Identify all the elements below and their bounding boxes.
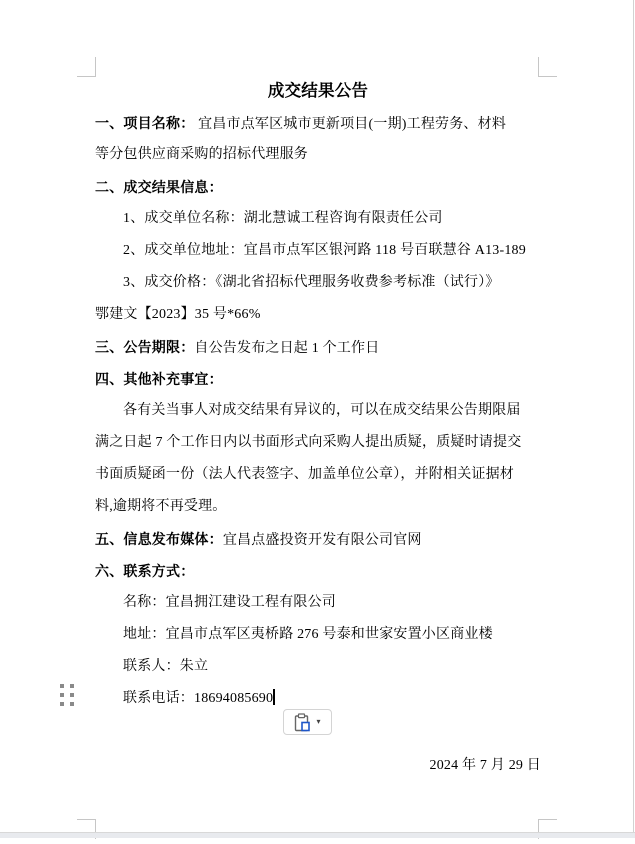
section-2-heading: 二、成交结果信息： <box>95 179 223 195</box>
objection-paragraph-line-3: 书面质疑函一份（法人代表签字、加盖单位公章），并附相关证据材 <box>95 467 514 482</box>
objection-paragraph-line-2: 满之日起 7 个工作日内以书面形式向采购人提出质疑，质疑时请提交 <box>95 435 522 450</box>
section-4-heading: 四、其他补充事宜： <box>95 371 223 387</box>
contact-address: 地址：宜昌市点军区夷桥路 276 号泰和世家安置小区商业楼 <box>123 627 493 642</box>
paragraph-drag-handle[interactable] <box>60 684 75 707</box>
chevron-down-icon: ▾ <box>316 717 321 726</box>
margin-crop-mark-top-right <box>538 57 557 77</box>
section-3-announcement-period <box>95 331 541 363</box>
document-date: 2024 年 7 月 29 日 <box>429 758 541 773</box>
section-6-heading: 六、联系方式： <box>95 563 195 579</box>
paste-clipboard-icon <box>294 713 311 732</box>
award-price: 3、成交价格：《湖北省招标代理服务收费参考标准（试行）》 <box>123 275 500 290</box>
section-1-label: 一、项目名称： <box>95 115 195 131</box>
section-3-label: 三、公告期限： <box>95 339 195 355</box>
paste-options-button[interactable] <box>283 709 332 735</box>
award-price-wrap: 鄂建文【2023】35 号*66% <box>95 307 261 322</box>
page-bottom-edge <box>0 832 635 838</box>
award-supplier-name: 1、成交单位名称：湖北慧诚工程咨询有限责任公司 <box>123 211 443 226</box>
document-body <box>95 75 541 782</box>
objection-paragraph-line-4: 料,逾期将不再受理。 <box>95 499 227 514</box>
section-5-publish-media <box>95 523 541 555</box>
document-title: 成交结果公告 <box>267 82 369 100</box>
award-supplier-address: 2、成交单位地址：宜昌市点军区银河路 118 号百联慧谷 A13-189 <box>123 243 526 258</box>
section-3-text: 自公告发布之日起 1 个工作日 <box>194 341 380 356</box>
section-5-text: 宜昌点盛投资开发有限公司官网 <box>222 533 422 548</box>
section-1-text: 宜昌市点军区城市更新项目(一期)工程劳务、材料 <box>194 117 507 132</box>
contact-person: 联系人：朱立 <box>123 659 209 674</box>
margin-crop-mark-top-left <box>77 57 96 77</box>
section-1-project-name <box>95 107 541 139</box>
contact-company-name: 名称：宜昌拥江建设工程有限公司 <box>123 595 336 610</box>
text-cursor <box>273 689 275 705</box>
contact-phone-text: 联系电话：18694085690 <box>123 691 274 706</box>
section-1-text-wrap: 等分包供应商采购的招标代理服务 <box>95 147 308 162</box>
section-5-label: 五、信息发布媒体： <box>95 531 223 547</box>
objection-paragraph-line-1: 各有关当事人对成交结果有异议的，可以在成交结果公告期限届 <box>123 403 521 418</box>
